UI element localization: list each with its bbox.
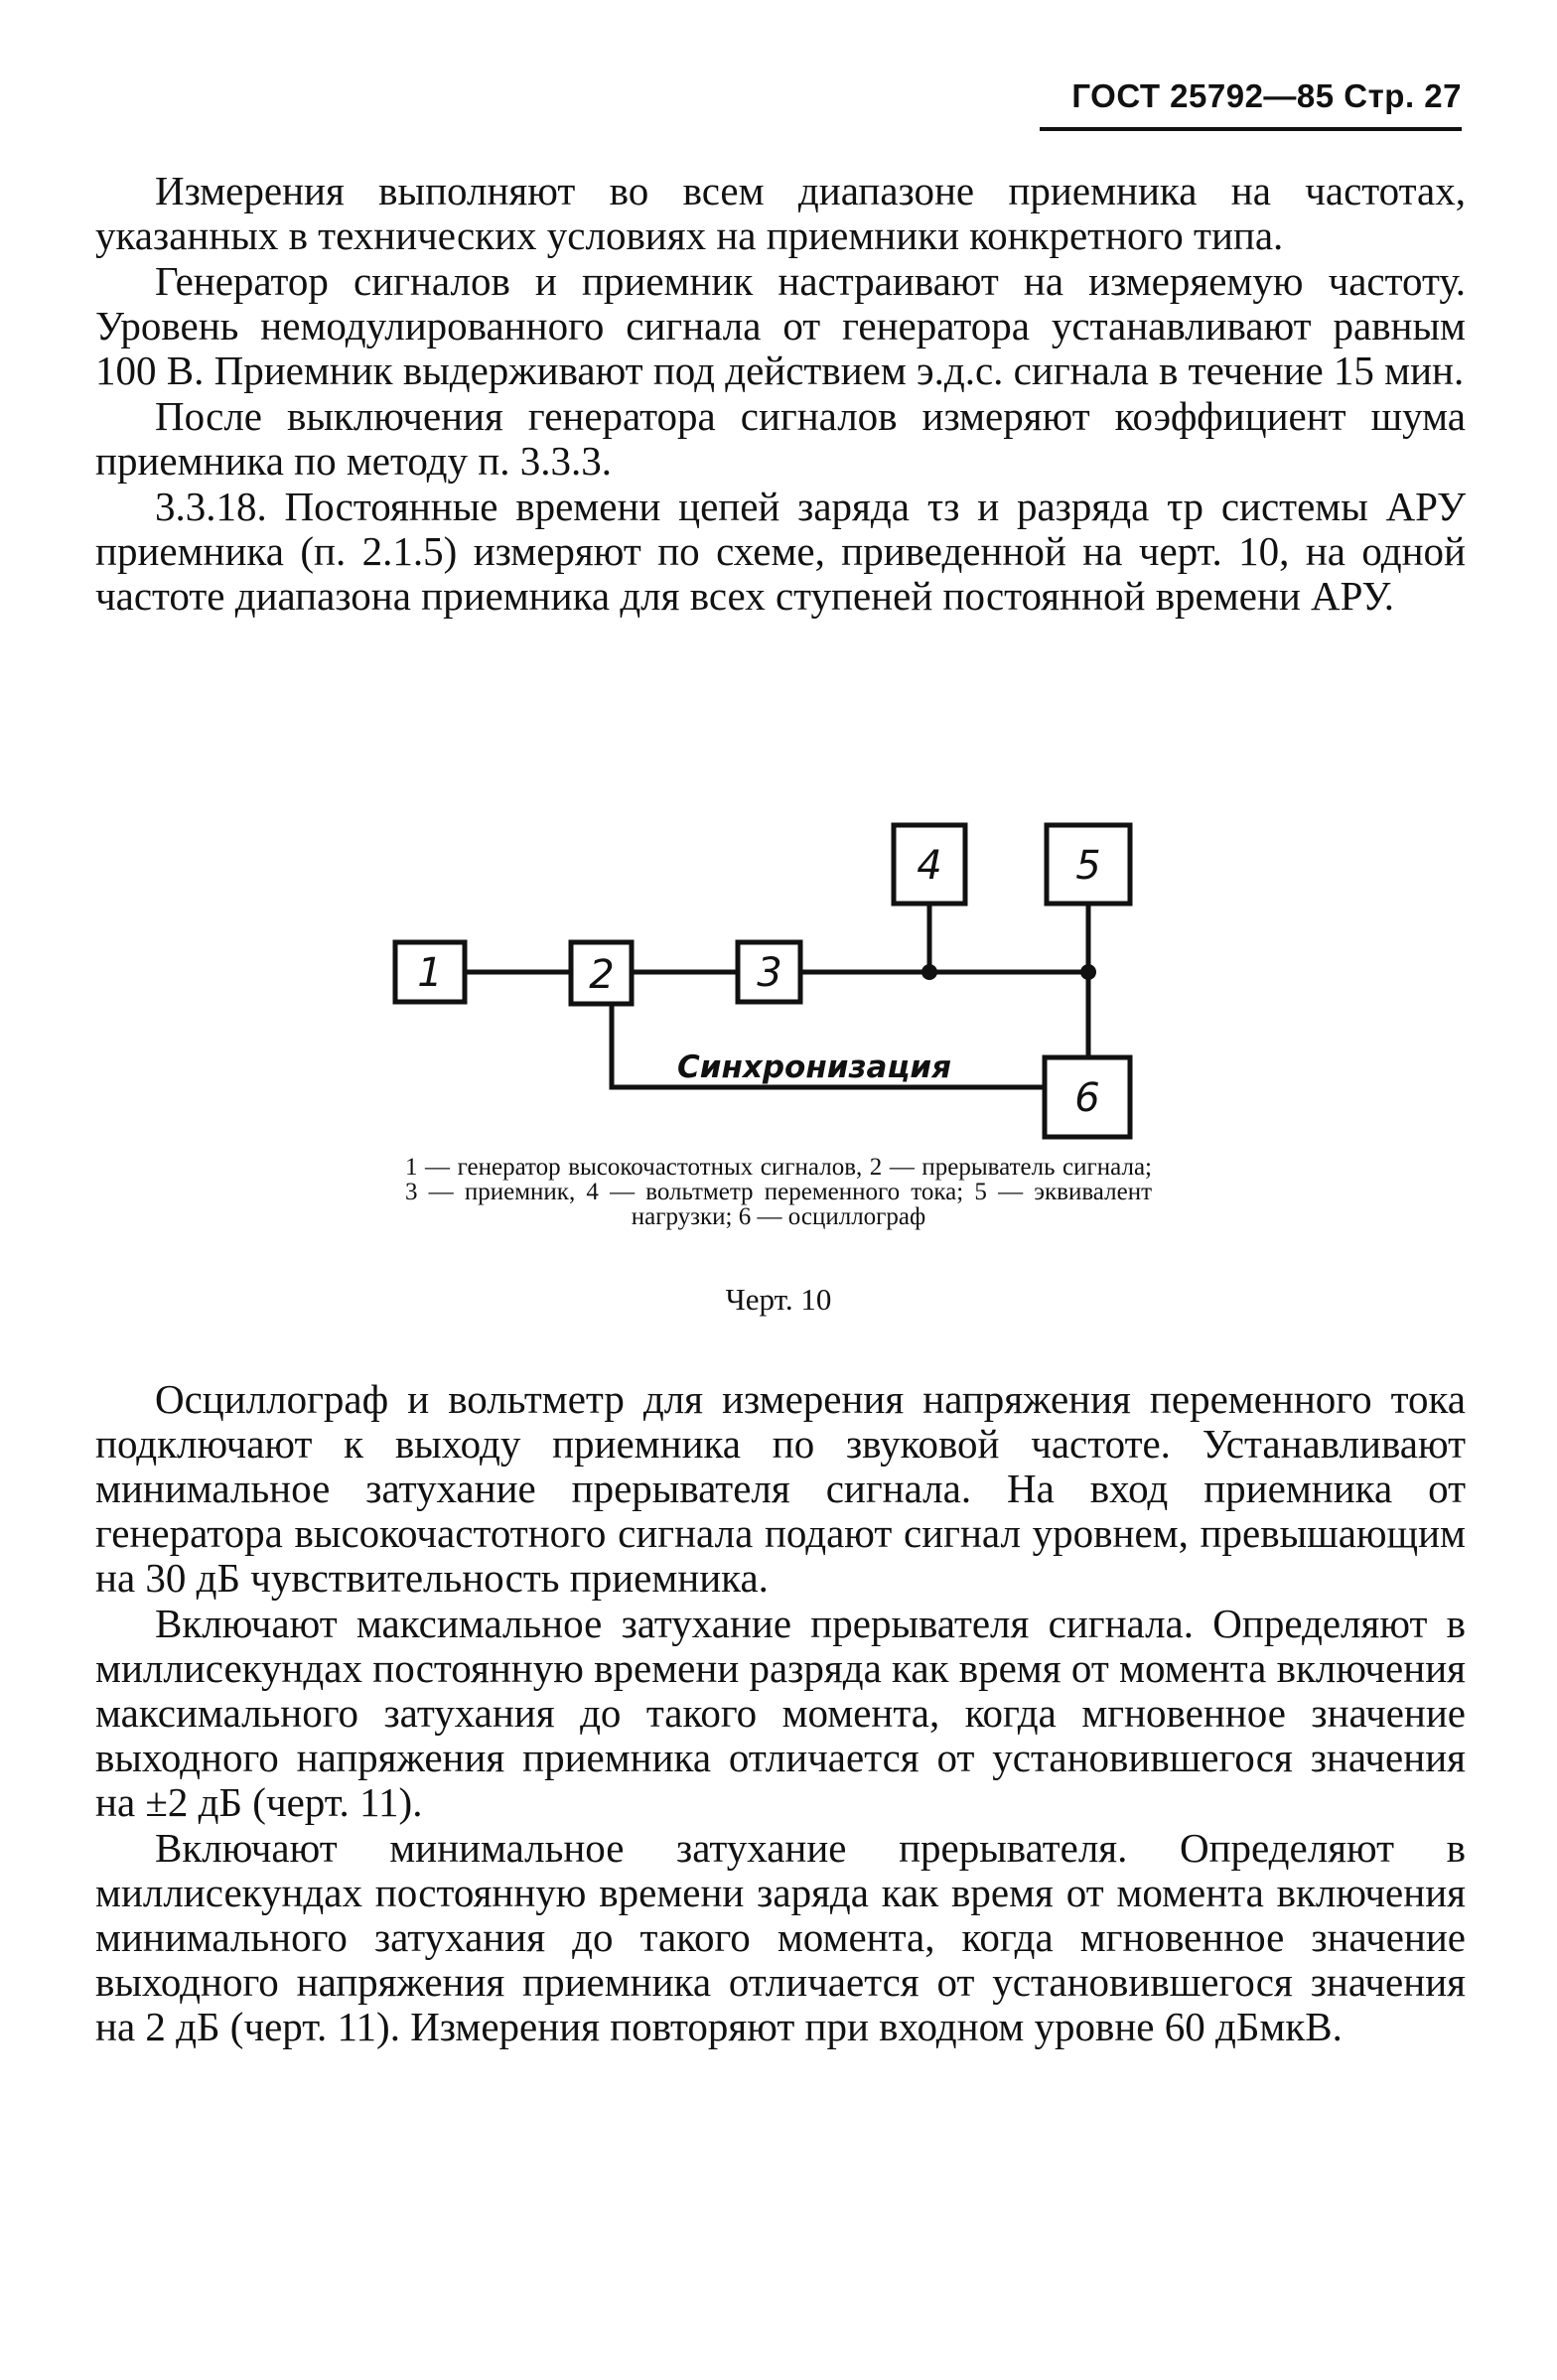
page-header: ГОСТ 25792—85 Стр. 27 — [1071, 77, 1462, 114]
header-rule — [1040, 127, 1462, 131]
paragraph: Включают максимальное затухание прерывателя сигнала. Определяют в миллисекундах постоянную времени разряда как время от момента включения максимального затухания до такого момента, когда мгновенное значение выходного напряжения приемника отличается от установившегося значения на ±2 дБ (черт. 11). — [95, 1601, 1466, 1825]
sync-label: Синхронизация — [676, 1050, 952, 1085]
junction-node — [921, 964, 937, 980]
body-text-bottom — [95, 1377, 1466, 2049]
paragraph: Измерения выполняют во всем диапазоне приемника на частотах, указанных в технических условиях на приемники конкретного типа. — [95, 168, 1466, 258]
body-text-top — [95, 169, 1466, 619]
junction-node — [1080, 964, 1096, 980]
block-5-label: 5 — [1075, 843, 1101, 889]
paragraph: Осциллограф и вольтметр для измерения напряжения переменного тока подключают к выходу приемника по звуковой частоте. Устанавливают минимальное затухание прерывателя сигнала. На вход приемника от генератора высокочастотного сигнала подают сигнал уровнем, превышающим на 30 дБ чувствительность приемника. — [95, 1376, 1466, 1601]
block-diagram — [377, 809, 1152, 1177]
block-6-label: 6 — [1074, 1075, 1100, 1121]
paragraph: 3.3.18. Постоянные времени цепей заряда τз и разряда τр системы АРУ приемника (п. 2.1.5) измеряют по схеме, приведенной на черт. 10, на одной частоте диапазона приемника для всех ступеней постоянной времени АРУ. — [95, 484, 1466, 619]
block-2-label: 2 — [589, 952, 615, 998]
paragraph: После выключения генератора сигналов измеряют коэффициент шума приемника по методу п. 3.3.3. — [95, 393, 1466, 484]
block-1-label: 1 — [417, 950, 443, 996]
paragraph: Генератор сигналов и приемник настраивают на измеряемую частоту. Уровень немодулированного сигнала от генератора устанавливают равным 100 В. Приемник выдерживают под действием э.д.с. сигнала в течение 15 мин. — [95, 258, 1466, 393]
figure-caption: 1 — генератор высокочастотных сигналов, 2 — прерыватель сигнала; 3 — приемник, 4 — вольтметр переменного тока; 5 — эквивалент нагрузки; 6 — осциллограф — [405, 1154, 1152, 1230]
block-3-label: 3 — [757, 950, 782, 996]
paragraph: Включают минимальное затухание прерывателя. Определяют в миллисекундах постоянную времени заряда как время от момента включения минимального затухания до такого момента, когда мгновенное значение выходного напряжения приемника отличается от установившегося значения на 2 дБ (черт. 11). Измерения повторяют при входном уровне 60 дБмкВ. — [95, 1825, 1466, 2049]
block-4-label: 4 — [917, 843, 942, 889]
figure-title: Черт. 10 — [725, 1282, 832, 1317]
